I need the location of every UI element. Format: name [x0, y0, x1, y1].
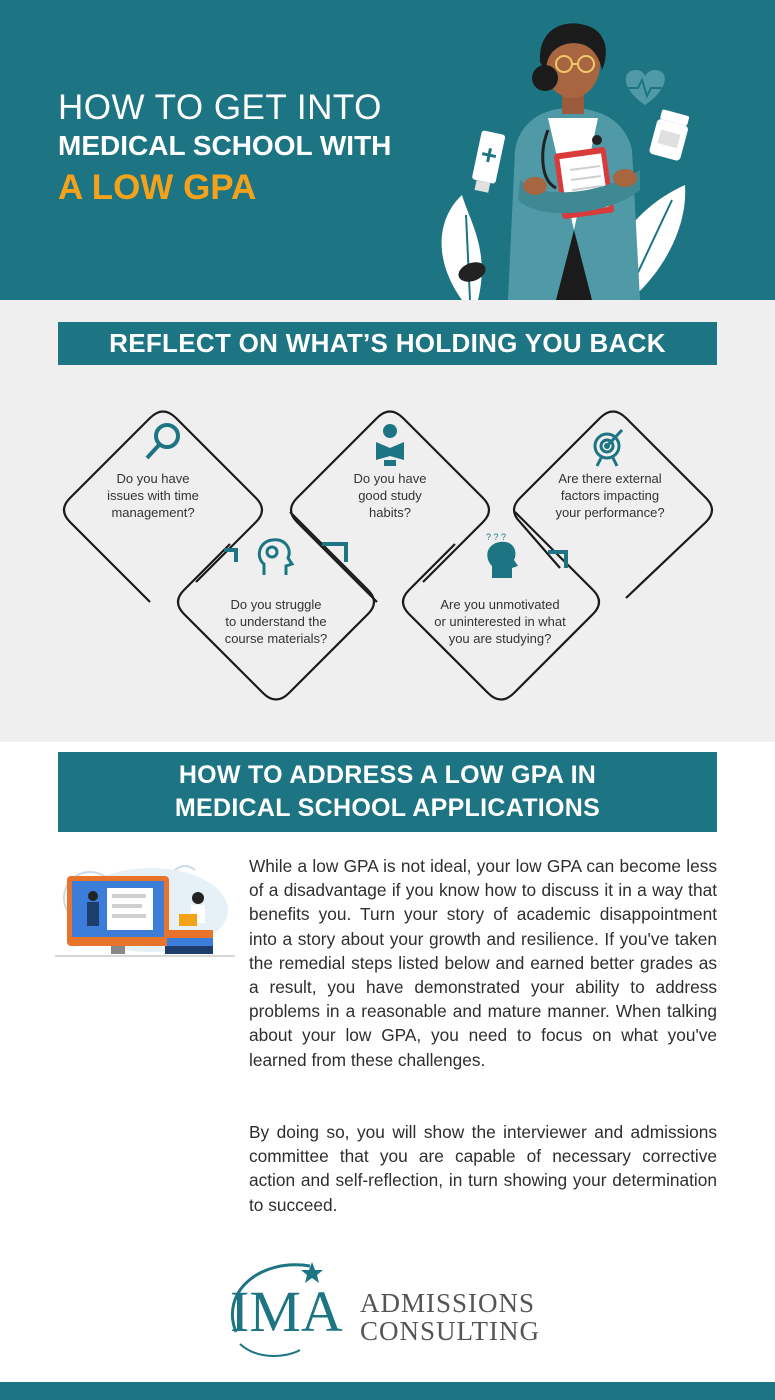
title-line-3: A LOW GPA — [58, 168, 257, 207]
intro-paragraph: While a low GPA is not ideal, your low GPA can become less of a disadvantage if you know how to discuss it in a way that benefits you. Turn your story of academic disappointment into a story about your growth and resilience. If you've taken the remedial steps listed below and earned better grades as a result, you have demonstrated your ability to address problems in a reasonable and mature manner. When talking about your low GPA, you need to focus on what you've learned from these challenges. — [249, 856, 717, 1070]
confused-head-icon — [486, 532, 518, 578]
footer-bar — [0, 1382, 775, 1400]
question-course-materials: Do you struggle to understand the course materials? — [224, 597, 328, 646]
study-illustration — [55, 858, 235, 958]
pill-bottle-icon — [649, 109, 692, 162]
title-line-2: MEDICAL SCHOOL WITH — [58, 130, 392, 161]
reading-student-icon — [376, 424, 404, 466]
question-study-habits: Do you have good study habits? — [353, 471, 427, 520]
reflect-section — [0, 300, 775, 742]
diamond-frames — [0, 300, 775, 742]
reflect-heading: REFLECT ON WHAT’S HOLDING YOU BACK — [58, 322, 717, 365]
question-external-factors: Are there external factors impacting your performance? — [555, 471, 665, 520]
question-time-management: Do you have issues with time management? — [107, 471, 199, 520]
hero-header — [0, 0, 775, 300]
ima-logo — [220, 1252, 560, 1362]
address-heading-line-2: MEDICAL SCHOOL APPLICATIONS — [174, 794, 601, 822]
conclusion-paragraph: By doing so, you will show the interviewer and admissions committee that you are capable of necessary corrective action and self-reflection, in turn showing your determination to succeed. — [249, 1122, 717, 1215]
target-icon — [595, 430, 622, 466]
heart-icon — [626, 70, 665, 105]
question-unmotivated: Are you unmotivated or uninterested in what you are studying? — [434, 597, 566, 646]
doctor-illustration — [430, 0, 775, 300]
magnifier-icon — [147, 425, 178, 458]
logo-mark: IMA — [230, 1279, 343, 1344]
logo-line-1: ADMISSIONS — [360, 1288, 536, 1318]
title-line-1: HOW TO GET INTO — [58, 88, 382, 127]
svg-text:? ? ?: ? ? ? — [486, 532, 507, 542]
address-heading-line-1: HOW TO ADDRESS A LOW GPA IN — [178, 761, 597, 789]
tube-icon — [470, 130, 506, 194]
address-heading — [58, 752, 717, 832]
brain-head-icon — [259, 540, 292, 575]
logo-line-2: CONSULTING — [360, 1316, 541, 1346]
